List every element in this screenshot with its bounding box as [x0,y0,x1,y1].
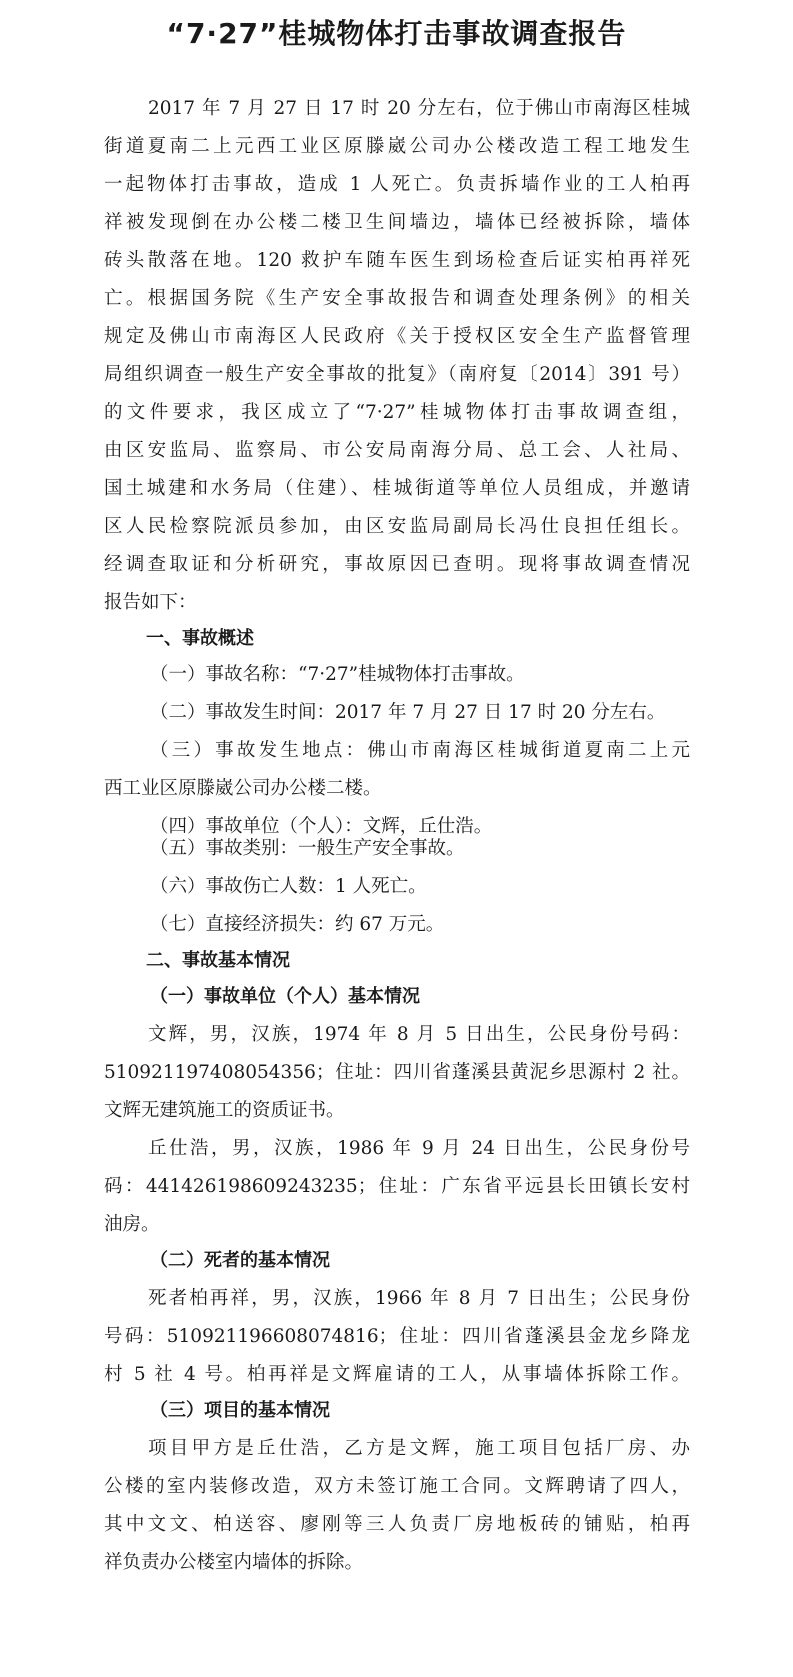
paragraph-line: 文辉，男，汉族，1974 年 8 月 5 日出生，公民身份号码： [148,1024,690,1045]
report-title: “7·27”桂城物体打击事故调查报告 [166,17,627,50]
paragraph-line: 公楼的室内装修改造，双方未签订施工合同。文辉聘请了四人， [104,1476,690,1497]
list-item: （一）事故名称：“7·27”桂城物体打击事故。 [150,664,525,685]
paragraph-line: 区人民检察院派员参加，由区安监局副局长冯仕良担任组长。 [104,516,690,537]
paragraph-line: 油房。 [104,1214,160,1235]
paragraph-line: 2017 年 7 月 27 日 17 时 20 分左右，位于佛山市南海区桂城 [148,98,690,119]
paragraph-line: 一起物体打击事故，造成 1 人死亡。负责拆墙作业的工人柏再 [104,174,690,195]
paragraph-line: 丘仕浩，男，汉族，1986 年 9 月 24 日出生，公民身份号 [148,1138,690,1159]
paragraph-line: 码：441426198609243235；住址：广东省平远县长田镇长安村 [104,1176,690,1197]
list-item: （二）事故发生时间：2017 年 7 月 27 日 17 时 20 分左右。 [150,702,666,723]
list-item: （五）事故类别：一般生产安全事故。 [150,838,465,859]
list-item: （三）事故发生地点：佛山市南海区桂城街道夏南二上元 [150,740,690,761]
section-heading: 一、事故概述 [146,628,254,649]
subsection-heading: （三）项目的基本情况 [150,1400,330,1421]
subsection-heading: （二）死者的基本情况 [150,1250,330,1271]
subsection-heading: （一）事故单位（个人）基本情况 [150,986,420,1007]
section-heading: 二、事故基本情况 [146,950,290,971]
paragraph-line: 死者柏再祥，男，汉族，1966 年 8 月 7 日出生；公民身份 [148,1288,690,1309]
paragraph-line: 的文件要求，我区成立了“7·27”桂城物体打击事故调查组， [104,402,690,423]
list-item: （七）直接经济损失：约 67 万元。 [150,914,445,935]
paragraph-line: 祥负责办公楼室内墙体的拆除。 [104,1552,364,1573]
paragraph-line: 项目甲方是丘仕浩，乙方是文辉，施工项目包括厂房、办 [148,1438,690,1459]
paragraph-line: 其中文文、柏送容、廖刚等三人负责厂房地板砖的铺贴，柏再 [104,1514,690,1535]
list-item-continuation: 西工业区原滕崴公司办公楼二楼。 [104,778,382,799]
paragraph-line: 510921197408054356；住址：四川省蓬溪县黄泥乡思源村 2 社。 [104,1062,690,1083]
paragraph-line: 街道夏南二上元西工业区原滕崴公司办公楼改造工程工地发生 [104,136,690,157]
paragraph-line: 由区安监局、监察局、市公安局南海分局、总工会、人社局、 [104,440,690,461]
list-item: （四）事故单位（个人）：文辉，丘仕浩。 [150,816,493,837]
list-item: （六）事故伤亡人数：1 人死亡。 [150,876,427,897]
paragraph-line: 经调查取证和分析研究，事故原因已查明。现将事故调查情况 [104,554,690,575]
paragraph-line: 亡。根据国务院《生产安全事故报告和调查处理条例》的相关 [104,288,690,309]
paragraph-line: 报告如下： [104,592,197,613]
paragraph-line: 砖头散落在地。120 救护车随车医生到场检查后证实柏再祥死 [104,250,690,271]
paragraph-line: 号码：510921196608074816；住址：四川省蓬溪县金龙乡降龙 [104,1326,690,1347]
paragraph-line: 村 5 社 4 号。柏再祥是文辉雇请的工人，从事墙体拆除工作。 [104,1364,690,1385]
paragraph-line: 国土城建和水务局（住建）、桂城街道等单位人员组成，并邀请 [104,478,690,499]
paragraph-line: 文辉无建筑施工的资质证书。 [104,1100,345,1121]
paragraph-line: 局组织调查一般生产安全事故的批复》（南府复〔2014〕391 号） [104,364,690,385]
paragraph-line: 祥被发现倒在办公楼二楼卫生间墙边，墙体已经被拆除，墙体 [104,212,690,233]
paragraph-line: 规定及佛山市南海区人民政府《关于授权区安全生产监督管理 [104,326,690,347]
